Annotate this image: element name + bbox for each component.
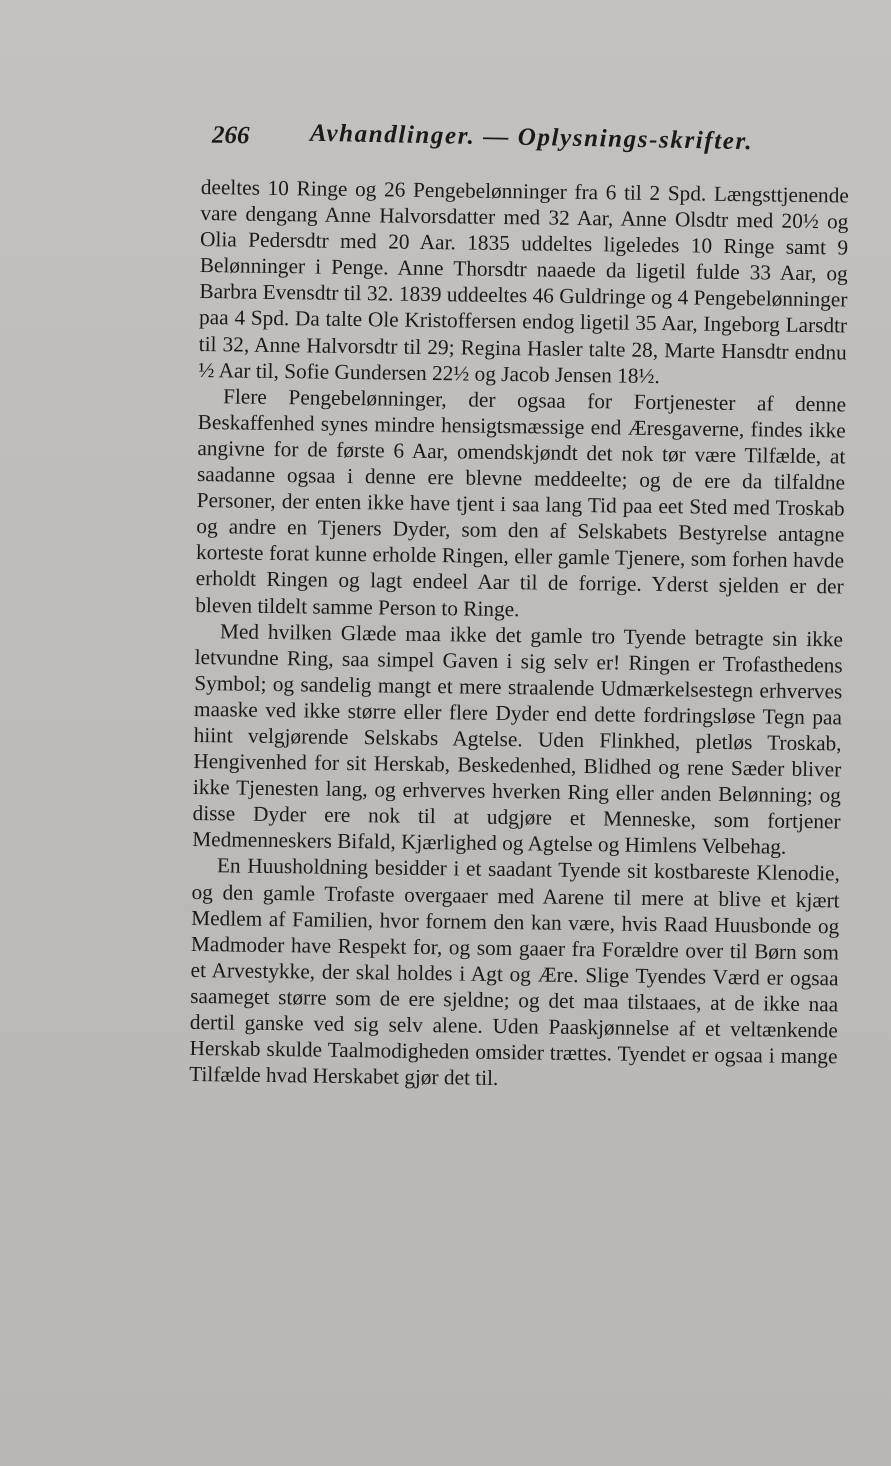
paragraph-3: Med hvilken Glæde maa ikke det gamle tro Tyende betragte sin ikke letvundne Ring, saa simpel Gaven i sig selv er! Ringen er Trofasthedens Symbol; og sandelig mangt et mere straalende Udmærkelsestegn erhverves maaske ved ikke større eller flere Dyder end dette fordringsløse Tegn paa hiint velgjørende Selskabs Agtelse. Uden Flinkhed, pletløs Troskab, Hengivenhed for sit Herskab, Beskedenhed, Blidhed og rene Sæder bliver ikke Tjenesten lang, og erhverves hverken Ring eller anden Belønning; og disse Dyder ere nok til at udgjøre et Menneske, som fortjener Medmenneskers Bifald, Kjærlighed og Agtelse og Himlens Velbehag. xyxy=(192,618,844,860)
paragraph-4: En Huusholdning besidder i et saadant Tyende sit kostbareste Klenodie, og den gamle Trofaste overgaaer med Aarene til mere at blive et kjært Medlem af Familien, hvor fornem den kan være, hvis Raad Huusbonde og Madmoder have Respekt for, og som gaaer fra Forældre over til Børn som et Arvestykke, der skal holdes i Agt og Ære. Slige Tyendes Værd er ogsaa saameget større som de ere sjeldne; og det maa tilstaaes, at de ikke naa dertil ganske ved sig selv alene. Uden Paaskjønnelse af et veltænkende Herskab skulde Taalmodigheden omsider trættes. Tyendet er ogsaa i mange Tilfælde hvad Herskabet gjør det til. xyxy=(189,853,841,1091)
page-header xyxy=(211,119,772,162)
running-head: Avhandlinger. — Oplysnings-skrifter. xyxy=(309,119,754,156)
body-text xyxy=(189,174,849,1096)
page-number: 266 xyxy=(211,121,250,150)
paragraph-2: Flere Pengebelønninger, der ogsaa for Fortjenester af denne Beskaffenhed synes mindre hensigtsmæssige end Æresgaverne, findes ikke angivne for de første 6 Aar, omendskjøndt det nok tør være Tilfælde, at saadanne ogsaa i denne ere blevne meddeelte; og de ere da tilfaldne Personer, der enten ikke have tjent i saa lang Tid paa eet Sted med Troskab og andre en Tjeners Dyder, som den af Selskabets Bestyrelse antagne korteste forat kunne erholde Ringen, eller gamle Tjenere, som forhen havde erholdt Ringen og lagt endeel Aar til de forrige. Yderst sjelden er der bleven tildelt samme Person to Ringe. xyxy=(195,384,847,621)
paragraph-1: deeltes 10 Ringe og 26 Pengebelønninger fra 6 til 2 Spd. Længsttjenende vare dengang Anne Halvorsdatter med 32 Aar, Anne Olsdtr med 20½ og Olia Pedersdtr med 20 Aar. 1835 uddeltes ligeledes 10 Ringe samt 9 Belønninger i Penge. Anne Thorsdtr naaede da ligetil fulde 33 Aar, og Barbra Evensdtr til 32. 1839 uddeeltes 46 Guldringe og 4 Pengebelønninger paa 4 Spd. Da talte Ole Kristoffersen endog ligetil 35 Aar, Ingeborg Larsdtr til 32, Anne Halvorsdtr til 29; Regina Hasler talte 28, Marte Hansdtr endnu ½ Aar til, Sofie Gundersen 22½ og Jacob Jensen 18½. xyxy=(198,174,849,388)
